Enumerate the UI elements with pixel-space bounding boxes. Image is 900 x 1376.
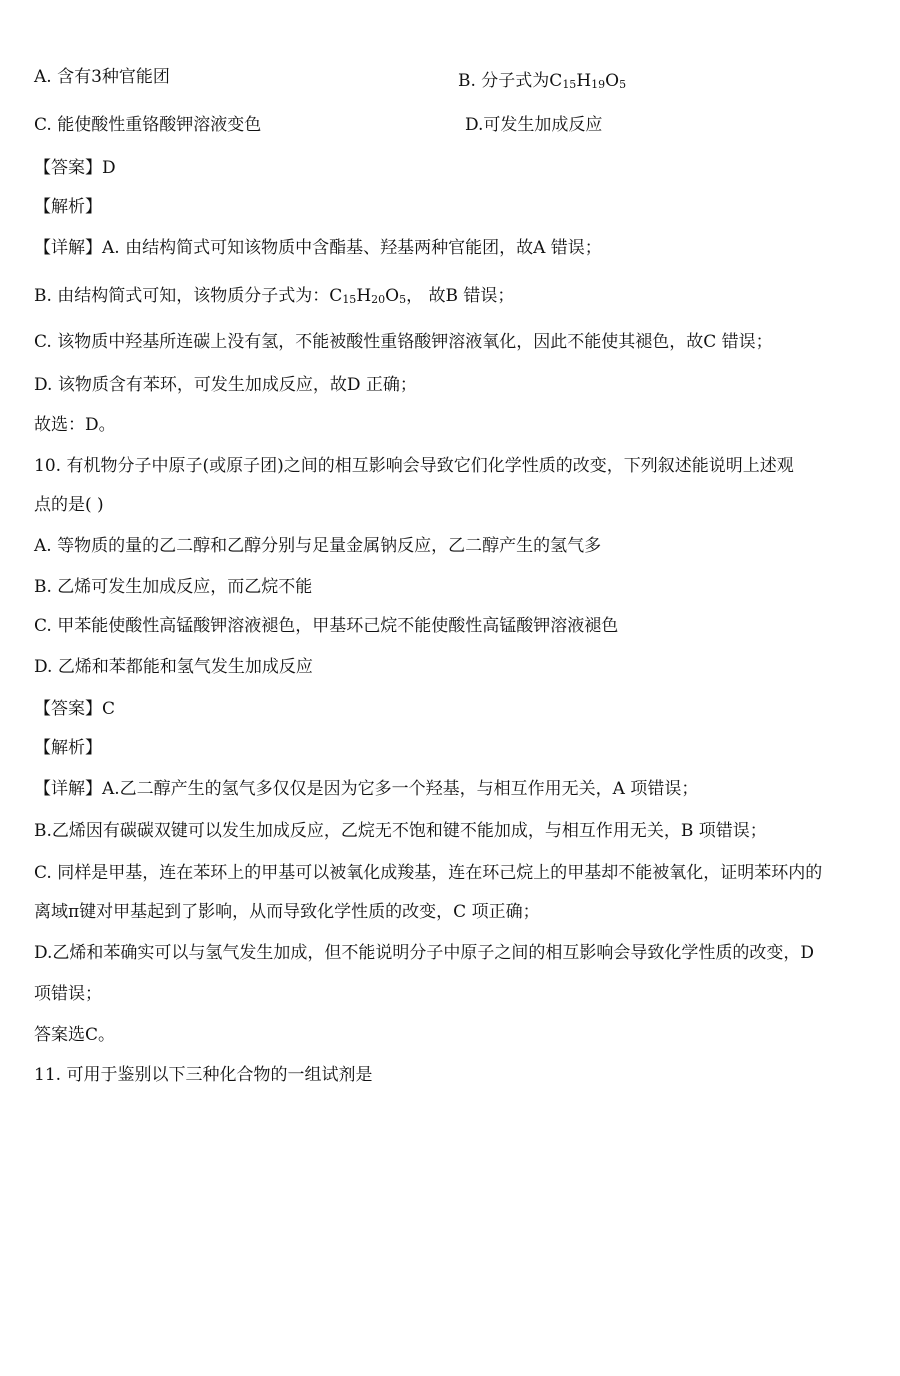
q10-answer: 【答案】C xyxy=(34,699,116,719)
q10-conclusion: 答案选C。 xyxy=(34,1025,116,1045)
q10-option-d: D. 乙烯和苯都能和氢气发生加成反应 xyxy=(34,657,313,677)
q9-option-d: D.可发生加成反应 xyxy=(465,115,603,135)
q9-detail-b-sub2: 20 xyxy=(371,293,386,306)
q9-detail-b-suffix: ， 故B 错误； xyxy=(406,286,515,306)
q10-option-b: B. 乙烯可发生加成反应，而乙烷不能 xyxy=(34,577,313,597)
q10-stem-line2: 点的是( ) xyxy=(34,495,104,515)
q10-detail-d-line1: D.乙烯和苯确实可以与氢气发生加成，但不能说明分子中原子之间的相互影响会导致化学性质的改变，D xyxy=(34,943,815,963)
q10-analysis-label: 【解析】 xyxy=(34,738,102,758)
q10-option-a: A. 等物质的量的乙二醇和乙醇分别与足量金属钠反应，乙二醇产生的氢气多 xyxy=(34,536,602,556)
q9-option-b-sub2: 19 xyxy=(591,78,606,91)
q9-detail-d: D. 该物质含有苯环，可发生加成反应，故D 正确； xyxy=(34,375,417,395)
q9-option-c: C. 能使酸性重铬酸钾溶液变色 xyxy=(34,115,262,135)
q9-detail-b-prefix: B. 由结构简式可知，该物质分子式为：C xyxy=(34,286,343,306)
q10-stem-line1: 10. 有机物分子中原子(或原子团)之间的相互影响会导致它们化学性质的改变，下列叙述能说明上述观 xyxy=(34,456,794,476)
q9-option-a: A. 含有3种官能团 xyxy=(34,67,170,87)
q9-detail-a: 【详解】A. 由结构简式可知该物质中含酯基、羟基两种官能团，故A 错误； xyxy=(34,238,602,258)
q9-option-b-mid1: H xyxy=(576,71,592,91)
q9-detail-c: C. 该物质中羟基所连碳上没有氢，不能被酸性重铬酸钾溶液氧化，因此不能使其褪色，故C 错误； xyxy=(34,332,773,352)
q10-detail-b: B.乙烯因有碳碳双键可以发生加成反应，乙烷无不饱和键不能加成，与相互作用无关，B 项错误； xyxy=(34,821,767,841)
q9-conclusion: 故选：D。 xyxy=(34,415,116,435)
q9-option-b xyxy=(458,70,626,92)
q9-option-b-mid2: O xyxy=(605,71,620,91)
q9-detail-b-sub3: 5 xyxy=(399,293,407,306)
q10-detail-c-line1: C. 同样是甲基，连在苯环上的甲基可以被氧化成羧基，连在环己烷上的甲基却不能被氧化，证明苯环内的 xyxy=(34,863,823,883)
q10-detail-d-line2: 项错误； xyxy=(34,984,102,1004)
q9-analysis-label: 【解析】 xyxy=(34,197,102,217)
q9-detail-b-sub1: 15 xyxy=(342,293,357,306)
q9-option-b-sub3: 5 xyxy=(619,78,627,91)
q11-stem: 11. 可用于鉴别以下三种化合物的一组试剂是 xyxy=(34,1065,373,1085)
q9-detail-b xyxy=(34,285,514,307)
q9-detail-b-mid2: O xyxy=(385,286,400,306)
q10-detail-c-line2: 离域π键对甲基起到了影响，从而导致化学性质的改变，C 项正确； xyxy=(34,902,540,922)
q10-option-c: C. 甲苯能使酸性高锰酸钾溶液褪色，甲基环己烷不能使酸性高锰酸钾溶液褪色 xyxy=(34,616,619,636)
q9-answer: 【答案】D xyxy=(34,158,116,178)
q9-option-b-sub1: 15 xyxy=(562,78,577,91)
q9-option-b-prefix: B. 分子式为C xyxy=(458,71,563,91)
q9-detail-b-mid1: H xyxy=(356,286,372,306)
q10-detail-a: 【详解】A.乙二醇产生的氢气多仅仅是因为它多一个羟基，与相互作用无关，A 项错误； xyxy=(34,779,699,799)
